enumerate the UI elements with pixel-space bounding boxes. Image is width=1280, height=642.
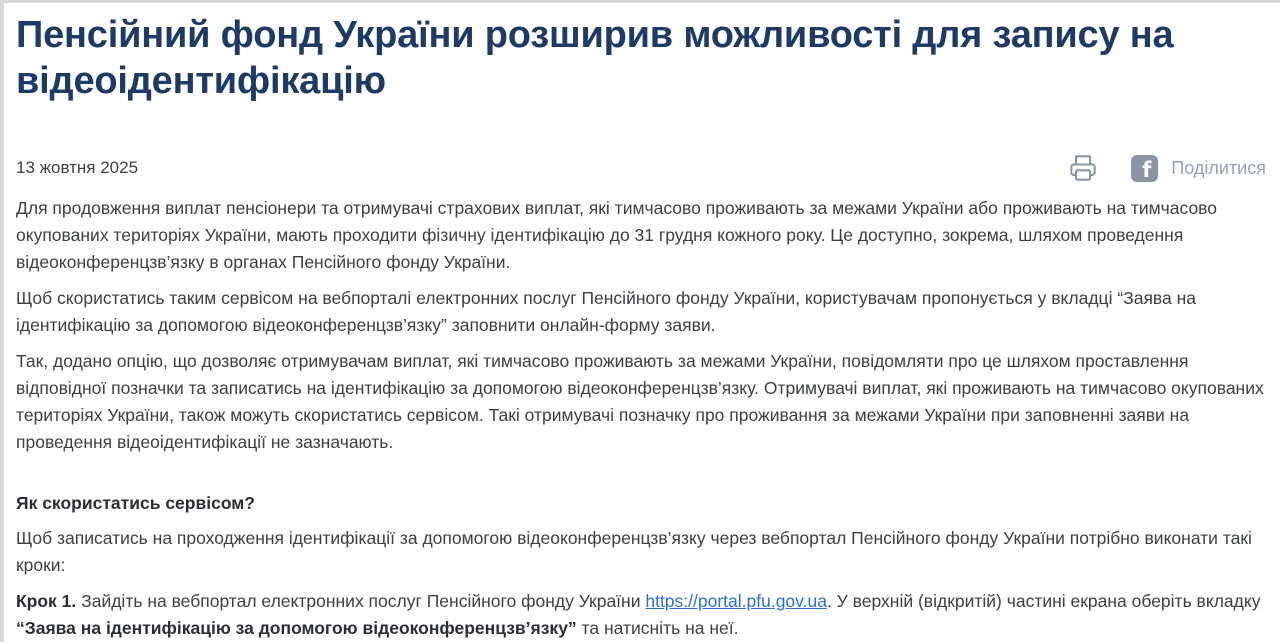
portal-link[interactable]: https://portal.pfu.gov.ua xyxy=(645,591,827,611)
text: та натисніть на неї. xyxy=(576,618,739,638)
text: Зайдіть на вебпортал електронних послуг Пенсійного фонду України xyxy=(76,591,646,611)
article-body xyxy=(16,195,1266,642)
facebook-icon: f xyxy=(1131,155,1158,182)
page-title: Пенсійний фонд України розширив можливості для запису на відеоідентифікацію xyxy=(16,14,1174,102)
paragraph-3: Так, додано опцію, що дозволяє отримувачам виплат, які тимчасово проживають за межами України, повідомляти про це шляхом проставлення відповідної позначки та записатись на ідентифікацію за допомогою відеоконференцзв’язку. Отримувачі виплат, які проживають на тимчасово окупованих територіях України, також можуть скористатись сервісом. Такі отримувачі позначку про проживання за межами України при заповненні заяви на проведення відеоідентифікації не зазначають. xyxy=(16,351,1264,452)
share-group xyxy=(1068,153,1266,183)
facebook-share-button[interactable] xyxy=(1131,155,1266,182)
share-label: Поділитися xyxy=(1171,157,1266,178)
printer-icon xyxy=(1069,154,1097,182)
paragraph-1: Для продовження виплат пенсіонери та отримувачі страхових виплат, які тимчасово проживають за межами України або проживають на тимчасово окупованих територіях України, мають проходити фізичну ідентифікацію до 31 грудня кожного року. Це доступно, зокрема, шляхом проведення відеоконференцзв’язку в органах Пенсійного фонду України. xyxy=(16,198,1218,272)
paragraph-4: Щоб записатись на проходження ідентифікації за допомогою відеоконференцзв’язку через вебпортал Пенсійного фонду України потрібно виконати такі кроки: xyxy=(16,528,1252,575)
paragraph-step-1 xyxy=(16,588,1266,642)
article-date: 13 жовтня 2025 xyxy=(16,158,139,177)
section-heading: Як скористатись сервісом? xyxy=(16,493,255,513)
paragraph-2: Щоб скористатись таким сервісом на вебпорталі електронних послуг Пенсійного фонду України, користувачам пропонується у вкладці “Заява на ідентифікацію за допомогою відеоконференцзв’язку” заповнити онлайн-форму заяви. xyxy=(16,288,1197,335)
bold-text: Крок 1. xyxy=(16,591,77,611)
bold-text: “Заява на ідентифікацію за допомогою відеоконференцзв’язку” xyxy=(16,618,577,638)
meta-row xyxy=(16,153,1266,183)
text: . У верхній (відкритій) частині екрана оберіть вкладку xyxy=(826,591,1261,611)
print-button[interactable] xyxy=(1068,153,1098,183)
